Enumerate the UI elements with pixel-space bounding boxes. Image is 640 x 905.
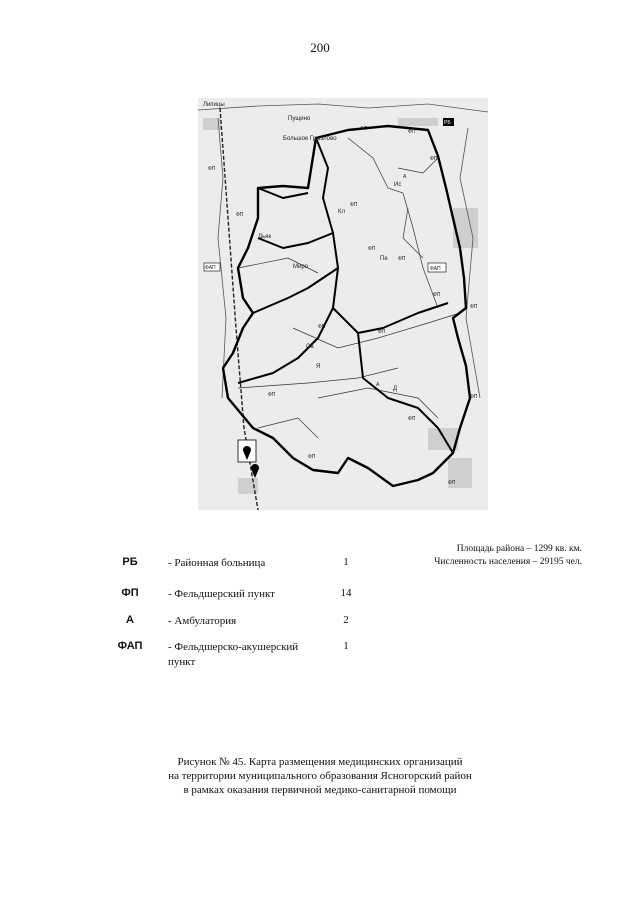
marker-fp: ФП	[448, 480, 456, 486]
marker-fp: ФП	[236, 212, 244, 218]
place-bolshoe-gryzlovo: Большое Грызлово	[283, 136, 337, 142]
marker-fp: ФП	[408, 129, 416, 135]
caption-line: на территории муниципального образования Ясногорский район	[168, 770, 472, 782]
marker-fap-left: ФАП	[205, 265, 216, 271]
caption-line: в рамках оказания первичной медико-санитарной помощи	[183, 784, 457, 796]
legend-row	[100, 556, 400, 586]
marker-fp: ФП	[350, 202, 358, 208]
area-text: Площадь района – 1299 кв. км.	[456, 544, 582, 554]
map-svg	[198, 98, 488, 510]
legend-code: А	[126, 614, 134, 626]
marker-fap: ФАП	[430, 266, 441, 272]
district-stats	[434, 543, 582, 569]
marker-fp: ФП	[268, 392, 276, 398]
legend-row	[100, 587, 400, 617]
place-sa: Са	[306, 344, 314, 350]
place-pushchino: Пущино	[288, 116, 311, 122]
district-map	[198, 98, 488, 510]
marker-fp: ФП	[378, 329, 386, 335]
legend-row	[100, 640, 400, 674]
caption-line: Рисунок № 45. Карта размещения медицинских организаций	[177, 756, 463, 768]
legend-description: - Фельдшерско-акушерский пункт	[168, 641, 299, 668]
legend-count: 1	[343, 556, 349, 568]
marker-fp: ФП	[470, 394, 478, 400]
marker-fp: ФП	[408, 416, 416, 422]
marker-fp: ФП	[318, 324, 326, 330]
legend-count: 2	[343, 614, 349, 626]
place-is: Ис	[394, 182, 402, 188]
place-dy: Д	[393, 386, 398, 392]
place-ya: Я	[316, 364, 321, 370]
marker-fp: ФП	[398, 256, 406, 262]
legend-description: - Фельдшерский пункт	[168, 588, 275, 600]
legend-description: - Амбулатория	[168, 615, 237, 627]
legend-count: 1	[343, 640, 349, 652]
marker-fp: ФП	[368, 246, 376, 252]
marker-a: А	[376, 382, 380, 388]
legend-description: - Районная больница	[168, 557, 266, 569]
marker-rb: РБ	[444, 120, 451, 126]
legend-count: 14	[340, 587, 352, 599]
marker-a: А	[403, 174, 407, 180]
place-mirnoe: Миро	[293, 264, 309, 270]
place-diakonovo: Дьяк	[258, 234, 272, 240]
page-number: 200	[310, 40, 330, 55]
place-per: Пе	[380, 256, 388, 262]
legend-code: РБ	[122, 556, 138, 568]
marker-fp: ФП	[433, 292, 441, 298]
place-lipitsy: Липицы	[203, 102, 225, 108]
marker-fp: ФП	[360, 126, 368, 132]
figure-caption	[0, 755, 640, 797]
marker-fp: ФП	[208, 166, 216, 172]
legend-code: ФАП	[117, 640, 143, 652]
marker-fp: ФП	[308, 454, 316, 460]
location-pin-icon	[251, 464, 259, 472]
legend-code: ФП	[121, 587, 139, 599]
population-text: Численность населения – 29195 чел.	[434, 557, 582, 567]
location-pin-icon	[243, 446, 251, 454]
place-kl: Кл	[338, 209, 345, 215]
marker-fp: ФП	[430, 156, 438, 162]
marker-fp: ФП	[470, 304, 478, 310]
